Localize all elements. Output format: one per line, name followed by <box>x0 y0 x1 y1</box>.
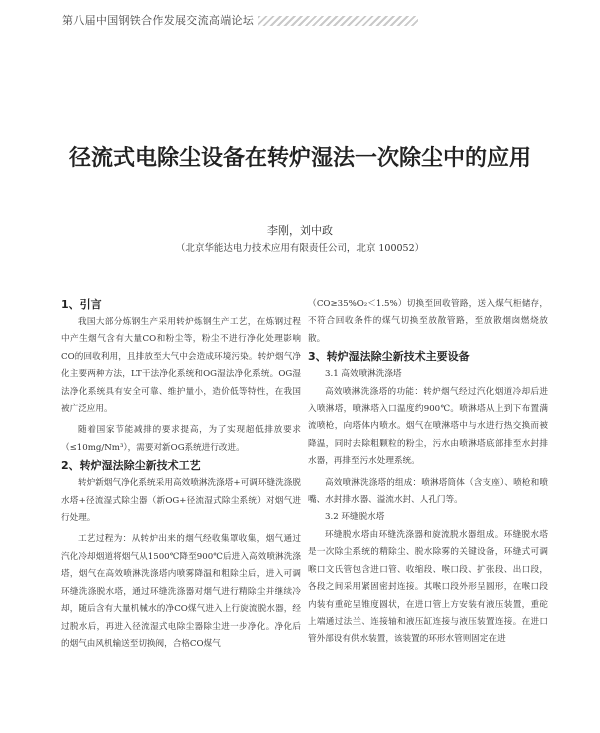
affiliation: （北京华能达电力技术应用有限责任公司，北京 100052） <box>175 243 425 254</box>
paper-title: 径流式电除尘设备在转炉湿法一次除尘中的应用 <box>68 146 531 171</box>
section-3-2-heading: 3.2 环缝脱水塔 <box>325 512 385 523</box>
section-3-2-paragraph-1: 环缝脱水塔由环缝洗涤器和旋流脱水器组成。环缝脱水塔是一次除尘系统的精除尘、脱水除雾的关键设备，环缝式可调喉口文氏管包含进口管、收缩段、喉口段、扩张段、出口段，各段之间采用紧固密封连接。其喉口段外形呈圆形，在喉口段内装有重砣呈锥度圆状，在进口管上方安装有液压装置，重砣上端通过法兰、连接轴和液压缸连接与液压装置连接。在进口管外部设有供水装置，该装置的环形水管则固定在进 <box>308 529 548 645</box>
authors: 李刚，刘中政 <box>267 224 333 237</box>
right-column <box>308 296 548 649</box>
section-3-1-paragraph-1: 高效喷淋洗涤塔的功能：转炉烟气经过汽化烟道冷却后进入喷淋塔，喷淋塔入口温度约900℃。喷淋塔从上到下布置满流喷枪，向塔体内喷水。烟气在喷淋塔中与水进行热交换而被降温，同时去除粗颗粒的粉尘，污水由喷淋塔底部排至水封排水器，再排至污水处理系统。 <box>308 386 548 467</box>
section-3-1-heading: 3.1 高效喷淋洗涤塔 <box>325 369 402 380</box>
section-2-heading: 2、转炉湿法除尘新技术工艺 <box>61 459 201 473</box>
header-decoration <box>258 16 418 26</box>
running-header <box>0 0 600 44</box>
section-1-heading: 1、引言 <box>61 298 102 311</box>
section-3-heading: 3、转炉湿法除尘新技术主要设备 <box>308 350 470 364</box>
section-2-paragraph-2-continued: （CO≥35%O₂＜1.5%）切换至回收管路，送入煤气柜储存，不符合回收条件的煤气切换至放散管路，至放散烟囱燃烧放散。 <box>308 299 548 344</box>
section-1-paragraph-1: 我国大部分炼钢生产采用转炉炼钢生产工艺，在炼钢过程中产生烟气含有大量CO和粉尘等，粉尘不进行净化处理影响CO的回收利用，且排放至大气中会造成环境污染。转炉烟气净化主要两种方法，LT干法净化系统和OG湿法净化系统。OG湿法净化系统具有安全可靠、维护量小，造价低等特性，在我国被广泛应用。 <box>61 317 301 415</box>
section-1-paragraph-2: 随着国家节能减排的要求提高，为了实现超低排放要求（≤10mg/Nm³），需要对新OG系统进行改进。 <box>61 425 301 453</box>
section-2-paragraph-1: 转炉新烟气净化系统采用高效喷淋洗涤塔+可调环缝洗涤脱水塔+径流湿式除尘器（新OG+径流湿式除尘系统）对烟气进行处理。 <box>61 478 301 524</box>
section-3-1-paragraph-2: 高效喷淋洗涤塔的组成：喷淋塔筒体（含支座）、喷枪和喷嘴、水封排水器、溢流水封、人孔门等。 <box>308 477 548 506</box>
left-column <box>61 296 301 653</box>
conference-name: 第八届中国钢铁合作发展交流高端论坛 <box>62 14 255 27</box>
section-2-paragraph-2: 工艺过程为：从转炉出来的烟气经收集罩收集，烟气通过汽化冷却烟道将烟气从1500℃降至900℃后进入高效喷淋洗涤塔，烟气在高效喷淋洗涤塔内喷雾降温和粗除尘后，进入可调环缝洗涤脱水塔，通过环缝洗涤器对烟气进行精除尘并继续冷却，随后含有大量机械水的净CO煤气进入上行旋流脱水器，经过脱水后，再进入径流湿式电除尘器除尘进一步净化。净化后的烟气由风机输送至切换阀，合格CO煤气 <box>61 534 301 649</box>
